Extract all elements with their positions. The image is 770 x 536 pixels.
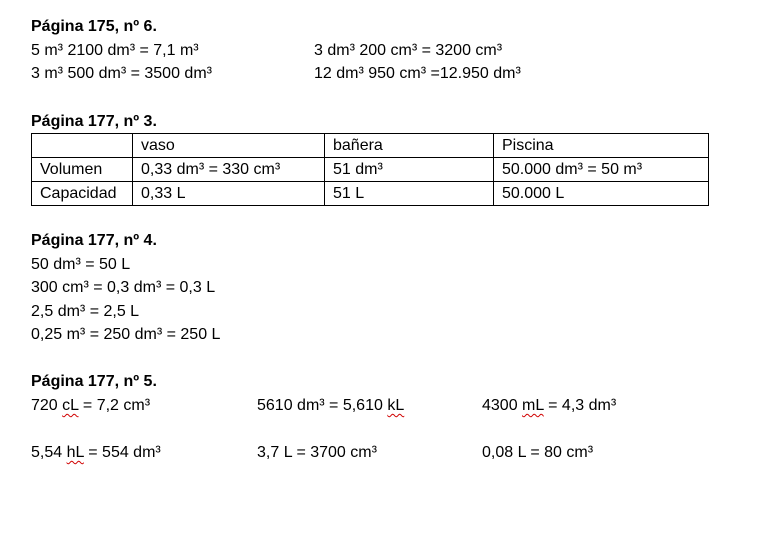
volume-capacity-table	[31, 133, 709, 206]
equation-line: 12 dm³ 950 cm³ =12.950 dm³	[314, 65, 521, 82]
equation-line	[257, 396, 404, 416]
equation-line: 50 dm³ = 50 L	[31, 256, 131, 273]
equation-line	[482, 396, 616, 416]
table-cell: 50.000 L	[494, 182, 709, 206]
spellcheck-flagged-unit[interactable]: hL	[66, 444, 84, 461]
table-row	[32, 182, 709, 206]
spellcheck-flagged-unit[interactable]: kL	[387, 397, 405, 414]
equation-line: 3,7 L = 3700 cm³	[257, 444, 377, 461]
section-heading-177-4: Página 177, nº 4.	[31, 232, 157, 249]
table-cell: vaso	[133, 134, 325, 158]
table-cell: Volumen	[32, 158, 133, 182]
equation-rest: = 7,2 cm³	[82, 397, 151, 414]
table-cell: 51 dm³	[325, 158, 494, 182]
equation-line: 3 m³ 500 dm³ = 3500 dm³	[31, 65, 212, 82]
equation-left: 5610 dm³ = 5,610	[257, 397, 383, 414]
table-cell: Piscina	[494, 134, 709, 158]
equation-rest: = 4,3 dm³	[548, 397, 617, 414]
section-heading-177-5: Página 177, nº 5.	[31, 373, 157, 390]
section-heading-177-3: Página 177, nº 3.	[31, 113, 157, 130]
equation-line: 0,25 m³ = 250 dm³ = 250 L	[31, 326, 221, 343]
table-row	[32, 158, 709, 182]
table-cell: Capacidad	[32, 182, 133, 206]
equation-number: 4300	[482, 397, 518, 414]
equation-rest: = 554 dm³	[88, 444, 161, 461]
table-cell	[32, 134, 133, 158]
table-cell: 0,33 dm³ = 330 cm³	[133, 158, 325, 182]
equation-number: 720	[31, 397, 58, 414]
table-cell: 0,33 L	[133, 182, 325, 206]
table-cell: bañera	[325, 134, 494, 158]
equation-line: 300 cm³ = 0,3 dm³ = 0,3 L	[31, 279, 216, 296]
table-cell: 51 L	[325, 182, 494, 206]
equation-line: 0,08 L = 80 cm³	[482, 444, 594, 461]
equation-line: 3 dm³ 200 cm³ = 3200 cm³	[314, 42, 503, 59]
equation-number: 5,54	[31, 444, 63, 461]
section-heading-175-6: Página 175, nº 6.	[31, 18, 157, 35]
equation-line: 5 m³ 2100 dm³ = 7,1 m³	[31, 42, 199, 59]
equation-line	[31, 396, 150, 416]
table-header-row	[32, 134, 709, 158]
spellcheck-flagged-unit[interactable]: cL	[62, 397, 79, 414]
equation-line: 2,5 dm³ = 2,5 L	[31, 303, 140, 320]
equation-line	[31, 443, 161, 463]
table-cell: 50.000 dm³ = 50 m³	[494, 158, 709, 182]
spellcheck-flagged-unit[interactable]: mL	[522, 397, 544, 414]
